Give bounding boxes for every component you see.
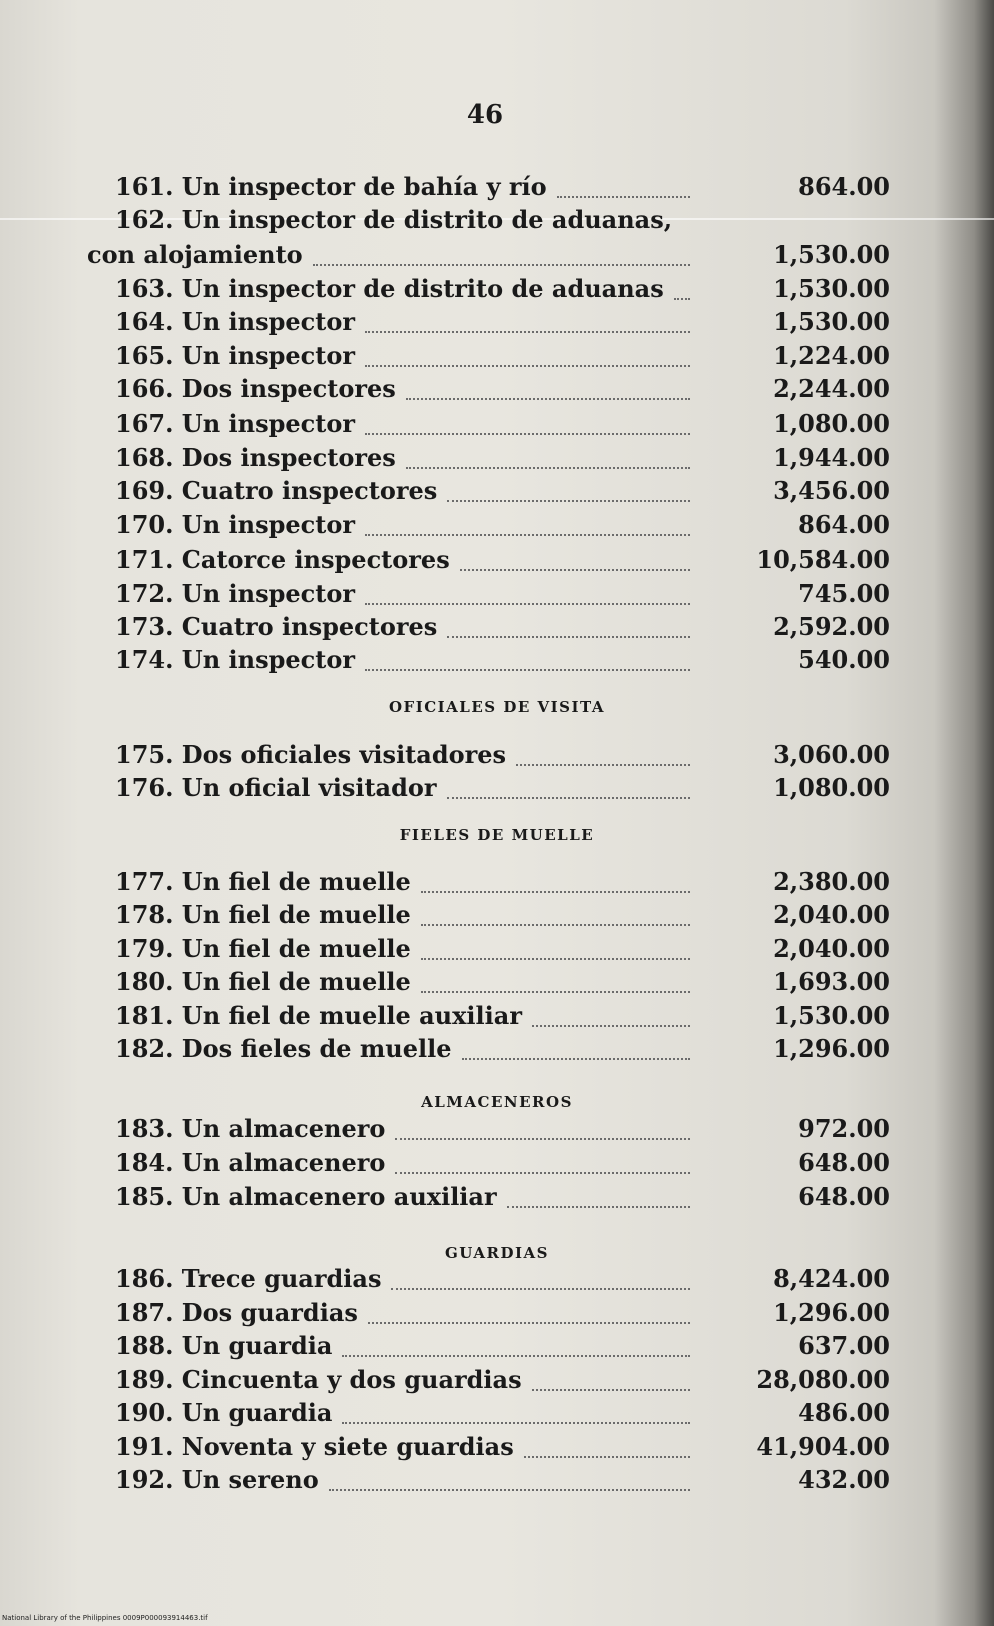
item-label: 172. Un inspector bbox=[115, 579, 356, 608]
list-item bbox=[0, 1148, 994, 1180]
list-item bbox=[0, 579, 994, 611]
leader-dots bbox=[365, 363, 690, 367]
list-item bbox=[0, 476, 994, 508]
item-amount: 745.00 bbox=[798, 579, 890, 608]
item-label: 188. Un guardia bbox=[115, 1331, 333, 1360]
heading-guardias: GUARDIAS bbox=[444, 1244, 550, 1262]
leader-dots bbox=[365, 667, 690, 671]
list-item bbox=[0, 1331, 994, 1363]
item-label: 182. Dos fieles de muelle bbox=[115, 1034, 452, 1063]
list-item bbox=[0, 274, 994, 306]
item-label: 171. Catorce inspectores bbox=[115, 545, 450, 574]
item-amount: 1,530.00 bbox=[773, 307, 890, 336]
list-item bbox=[0, 900, 994, 932]
item-label: 176. Un oficial visitador bbox=[115, 773, 437, 802]
item-label: con alojamiento bbox=[87, 240, 303, 269]
list-item bbox=[0, 1264, 994, 1296]
item-label: 164. Un inspector bbox=[115, 307, 356, 336]
item-amount: 1,080.00 bbox=[773, 773, 890, 802]
item-amount: 637.00 bbox=[798, 1331, 890, 1360]
list-item bbox=[0, 307, 994, 339]
item-label: 187. Dos guardias bbox=[115, 1298, 358, 1327]
leader-dots bbox=[365, 532, 690, 536]
item-label: 173. Cuatro inspectores bbox=[115, 612, 438, 641]
item-amount: 2,592.00 bbox=[773, 612, 890, 641]
leader-dots bbox=[395, 1136, 690, 1140]
list-item bbox=[0, 612, 994, 644]
item-label: 184. Un almacenero bbox=[115, 1148, 386, 1177]
leader-dots bbox=[507, 1204, 690, 1208]
list-item bbox=[0, 1465, 994, 1497]
item-label: 183. Un almacenero bbox=[115, 1114, 386, 1143]
item-amount: 864.00 bbox=[798, 172, 890, 201]
item-label: 189. Cincuenta y dos guardias bbox=[115, 1365, 522, 1394]
list-item bbox=[0, 967, 994, 999]
scan-footer: National Library of the Philippines 0009P000093914463.tif bbox=[2, 1614, 208, 1622]
item-label: 167. Un inspector bbox=[115, 409, 356, 438]
list-item bbox=[0, 740, 994, 772]
item-label: 192. Un sereno bbox=[115, 1465, 319, 1494]
item-amount: 648.00 bbox=[798, 1182, 890, 1211]
item-amount: 2,040.00 bbox=[773, 900, 890, 929]
leader-dots bbox=[421, 922, 690, 926]
item-label: 179. Un fiel de muelle bbox=[115, 934, 411, 963]
list-item bbox=[0, 867, 994, 899]
item-label: 177. Un fiel de muelle bbox=[115, 867, 411, 896]
heading-fieles: FIELES DE MUELLE bbox=[399, 826, 595, 844]
item-amount: 8,424.00 bbox=[773, 1264, 890, 1293]
item-label: 191. Noventa y siete guardias bbox=[115, 1432, 514, 1461]
list-item bbox=[0, 374, 994, 406]
item-amount: 972.00 bbox=[798, 1114, 890, 1143]
list-item bbox=[0, 409, 994, 441]
leader-dots bbox=[462, 1056, 690, 1060]
list-item bbox=[0, 1114, 994, 1146]
item-amount: 1,530.00 bbox=[773, 1001, 890, 1030]
leader-dots bbox=[532, 1387, 690, 1391]
item-label: 170. Un inspector bbox=[115, 510, 356, 539]
item-amount: 2,380.00 bbox=[773, 867, 890, 896]
item-label: 166. Dos inspectores bbox=[115, 374, 396, 403]
item-label: 178. Un fiel de muelle bbox=[115, 900, 411, 929]
item-amount: 2,040.00 bbox=[773, 934, 890, 963]
list-item bbox=[0, 645, 994, 677]
leader-dots bbox=[365, 329, 690, 333]
item-amount: 3,060.00 bbox=[773, 740, 890, 769]
item-amount: 432.00 bbox=[798, 1465, 890, 1494]
item-label: 175. Dos oficiales visitadores bbox=[115, 740, 507, 769]
list-item bbox=[0, 205, 994, 237]
list-item bbox=[0, 773, 994, 805]
item-amount: 1,530.00 bbox=[773, 274, 890, 303]
list-item bbox=[0, 1432, 994, 1464]
leader-dots bbox=[395, 1170, 690, 1174]
item-label: 186. Trece guardias bbox=[115, 1264, 382, 1293]
item-amount: 1,296.00 bbox=[773, 1034, 890, 1063]
list-item bbox=[0, 240, 994, 272]
heading-almaceneros: ALMACENEROS bbox=[421, 1093, 573, 1111]
item-amount: 41,904.00 bbox=[756, 1432, 890, 1461]
item-label: 163. Un inspector de distrito de aduanas bbox=[115, 274, 664, 303]
item-label: 162. Un inspector de distrito de aduanas, bbox=[115, 205, 673, 234]
leader-dots bbox=[365, 601, 690, 605]
item-amount: 648.00 bbox=[798, 1148, 890, 1177]
item-amount: 1,693.00 bbox=[773, 967, 890, 996]
item-label: 161. Un inspector de bahía y río bbox=[115, 172, 547, 201]
item-label: 169. Cuatro inspectores bbox=[115, 476, 438, 505]
heading-oficiales: OFICIALES DE VISITA bbox=[388, 698, 605, 716]
leader-dots bbox=[406, 465, 690, 469]
leader-dots bbox=[368, 1320, 690, 1324]
list-item bbox=[0, 1398, 994, 1430]
leader-dots bbox=[421, 956, 690, 960]
item-amount: 1,296.00 bbox=[773, 1298, 890, 1327]
item-label: 181. Un fiel de muelle auxiliar bbox=[115, 1001, 522, 1030]
item-amount: 486.00 bbox=[798, 1398, 890, 1427]
leader-dots bbox=[557, 194, 690, 198]
item-label: 185. Un almacenero auxiliar bbox=[115, 1182, 497, 1211]
leader-dots bbox=[447, 498, 690, 502]
item-amount: 864.00 bbox=[798, 510, 890, 539]
list-item bbox=[0, 1182, 994, 1214]
item-amount: 10,584.00 bbox=[756, 545, 890, 574]
item-label: 174. Un inspector bbox=[115, 645, 356, 674]
leader-dots bbox=[674, 296, 690, 300]
item-amount: 1,530.00 bbox=[773, 240, 890, 269]
item-amount: 2,244.00 bbox=[773, 374, 890, 403]
list-item bbox=[0, 1034, 994, 1066]
leader-dots bbox=[421, 989, 690, 993]
item-amount: 3,456.00 bbox=[773, 476, 890, 505]
leader-dots bbox=[421, 889, 690, 893]
item-amount: 1,224.00 bbox=[773, 341, 890, 370]
item-label: 190. Un guardia bbox=[115, 1398, 333, 1427]
leader-dots bbox=[391, 1286, 690, 1290]
leader-dots bbox=[365, 431, 690, 435]
item-label: 168. Dos inspectores bbox=[115, 443, 396, 472]
leader-dots bbox=[447, 795, 690, 799]
leader-dots bbox=[460, 567, 690, 571]
leader-dots bbox=[406, 396, 690, 400]
leader-dots bbox=[524, 1454, 690, 1458]
list-item bbox=[0, 443, 994, 475]
list-item bbox=[0, 341, 994, 373]
leader-dots bbox=[342, 1353, 690, 1357]
list-item bbox=[0, 1001, 994, 1033]
item-label: 165. Un inspector bbox=[115, 341, 356, 370]
list-item bbox=[0, 934, 994, 966]
leader-dots bbox=[342, 1420, 690, 1424]
item-amount: 540.00 bbox=[798, 645, 890, 674]
leader-dots bbox=[329, 1487, 690, 1491]
item-amount: 1,080.00 bbox=[773, 409, 890, 438]
list-item bbox=[0, 1298, 994, 1330]
page-number: 46 bbox=[466, 100, 504, 130]
list-item bbox=[0, 510, 994, 542]
list-item bbox=[0, 1365, 994, 1397]
leader-dots bbox=[516, 762, 690, 766]
item-label: 180. Un fiel de muelle bbox=[115, 967, 411, 996]
leader-dots bbox=[313, 262, 690, 266]
item-amount: 28,080.00 bbox=[756, 1365, 890, 1394]
leader-dots bbox=[447, 634, 690, 638]
list-item bbox=[0, 545, 994, 577]
item-amount: 1,944.00 bbox=[773, 443, 890, 472]
list-item bbox=[0, 172, 994, 204]
leader-dots bbox=[532, 1023, 690, 1027]
